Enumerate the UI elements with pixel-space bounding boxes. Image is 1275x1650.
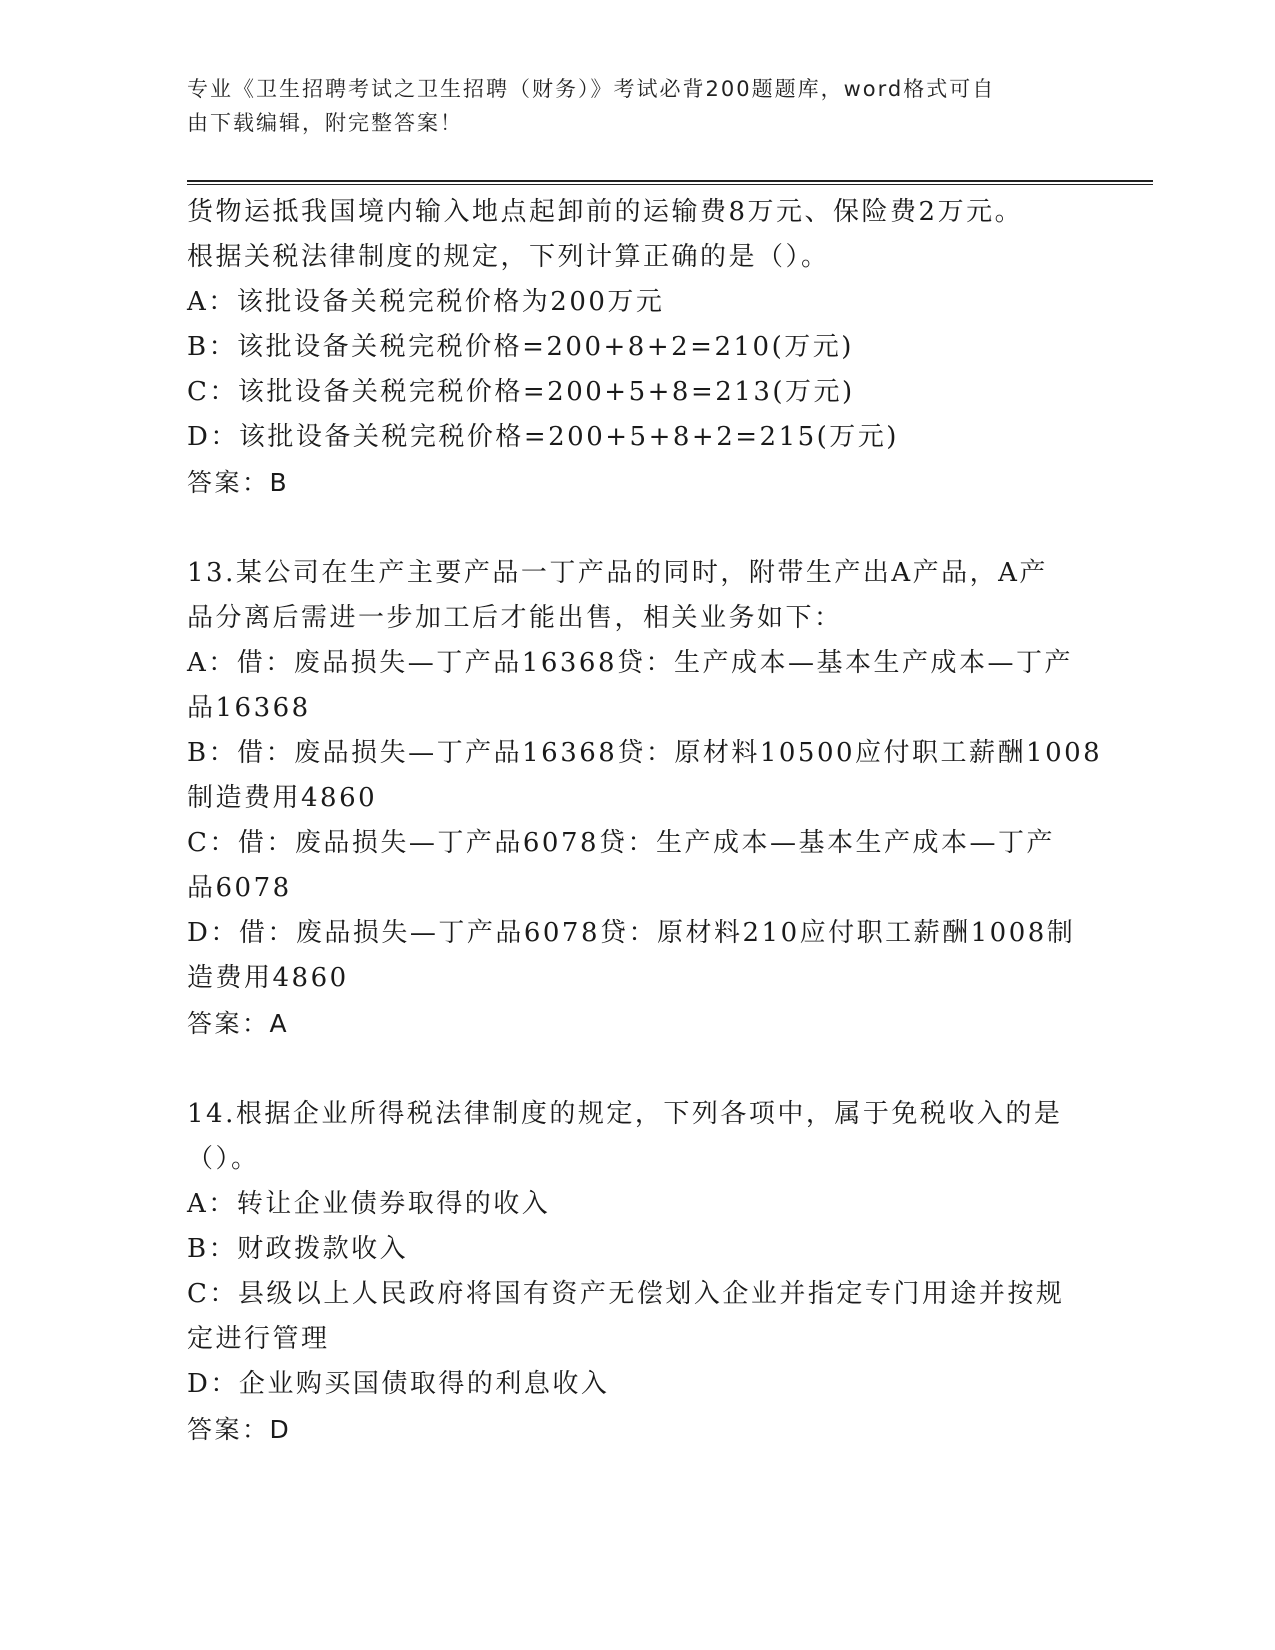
option-b-cont: 制造费用4860: [187, 783, 378, 813]
question-content: [187, 190, 1103, 1452]
question-14: [187, 1092, 1087, 1452]
option-c: C：借：废品损失—丁产品6078贷：生产成本—基本生产成本—丁产: [187, 828, 1056, 858]
document-header: [187, 72, 1067, 140]
option-b: B：借：废品损失—丁产品16368贷：原材料10500应付职工薪酬1008: [187, 738, 1103, 768]
spacer: [187, 505, 1087, 551]
option-c-cont: 品6078: [187, 873, 292, 903]
question-text-line: 根据关税法律制度的规定，下列计算正确的是（）。: [187, 242, 830, 272]
option-c-cont: 定进行管理: [187, 1324, 330, 1354]
question-text-line: 14.根据企业所得税法律制度的规定，下列各项中，属于免税收入的是: [187, 1099, 1063, 1129]
option-d: D：借：废品损失—丁产品6078贷：原材料210应付职工薪酬1008制: [187, 918, 1076, 948]
option-a: A：借：废品损失—丁产品16368贷：生产成本—基本生产成本—丁产: [187, 648, 1073, 678]
answer: 答案：D: [187, 1415, 292, 1444]
header-line-2: 由下载编辑，附完整答案！: [187, 111, 463, 135]
header-divider-thin: [187, 184, 1153, 185]
answer: 答案：B: [187, 468, 290, 497]
spacer: [187, 1046, 1087, 1092]
question-12: [187, 190, 1087, 505]
option-a: A：该批设备关税完税价格为200万元: [187, 287, 665, 317]
question-text-line: （）。: [187, 1144, 260, 1174]
option-a: A：转让企业债券取得的收入: [187, 1189, 551, 1219]
option-d: D：该批设备关税完税价格=200+5+8+2=215(万元): [187, 422, 899, 452]
answer: 答案：A: [187, 1009, 290, 1038]
option-c: C：县级以上人民政府将国有资产无偿划入企业并指定专门用途并按规: [187, 1279, 1065, 1309]
header-line-1: 专业《卫生招聘考试之卫生招聘（财务）》考试必背200题题库，word格式可自: [187, 77, 996, 101]
question-text-line: 13.某公司在生产主要产品一丁产品的同时，附带生产出A产品，A产: [187, 558, 1048, 588]
question-text-line: 货物运抵我国境内输入地点起卸前的运输费8万元、保险费2万元。: [187, 197, 1024, 227]
option-b: B：财政拨款收入: [187, 1234, 409, 1264]
option-d: D：企业购买国债取得的利息收入: [187, 1369, 610, 1399]
question-text-line: 品分离后需进一步加工后才能出售，相关业务如下：: [187, 603, 843, 633]
header-divider-thick: [187, 180, 1153, 182]
option-b: B：该批设备关税完税价格=200+8+2=210(万元): [187, 332, 854, 362]
option-a-cont: 品16368: [187, 693, 311, 723]
option-d-cont: 造费用4860: [187, 963, 349, 993]
option-c: C：该批设备关税完税价格=200+5+8=213(万元): [187, 377, 855, 407]
question-13: [187, 551, 1103, 1046]
